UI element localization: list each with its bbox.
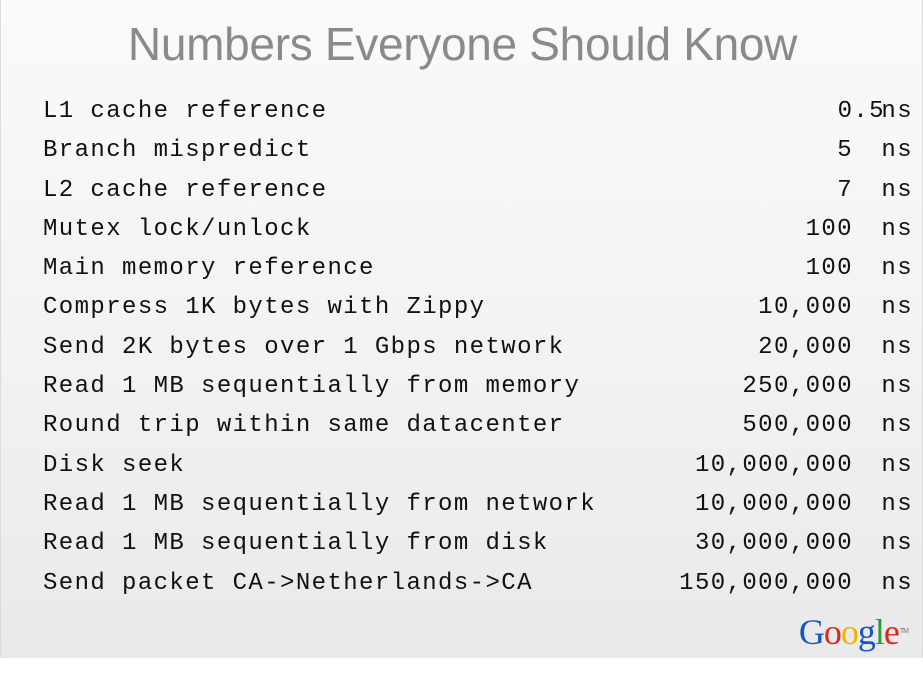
row-value: 100: [805, 255, 853, 283]
row-label: Read 1 MB sequentially from disk: [43, 530, 549, 558]
row-label: Send packet CA->Netherlands->CA: [43, 569, 533, 597]
row-unit: ns: [881, 333, 913, 361]
row-label: Branch mispredict: [43, 137, 312, 165]
row-label: Main memory reference: [43, 255, 375, 283]
row-unit: ns: [881, 137, 913, 165]
table-row: [43, 407, 913, 446]
table-row: [43, 486, 913, 525]
table-row: [43, 565, 913, 604]
table-row: [43, 447, 913, 486]
slide-title: Numbers Everyone Should Know: [127, 18, 798, 70]
row-unit: ns: [881, 98, 913, 125]
row-label: Send 2K bytes over 1 Gbps network: [43, 333, 565, 361]
row-value: 0.5: [837, 98, 885, 125]
logo-letter: G: [798, 612, 824, 652]
row-value: 20,000: [758, 333, 853, 361]
row-value: 5: [837, 137, 853, 165]
row-value: 7: [837, 176, 853, 204]
row-unit: ns: [881, 530, 913, 558]
row-label: Read 1 MB sequentially from network: [43, 490, 597, 518]
row-unit: ns: [881, 490, 913, 518]
row-label: Round trip within same datacenter: [43, 412, 565, 440]
table-row: [43, 172, 913, 211]
row-value: 10,000,000: [694, 451, 853, 479]
logo-letter: g: [857, 612, 875, 652]
table-row: [43, 211, 913, 250]
row-unit: ns: [881, 294, 913, 322]
google-logo-wordmark: [799, 612, 899, 652]
row-unit: ns: [881, 215, 913, 243]
row-unit: ns: [881, 373, 913, 401]
row-unit: ns: [881, 412, 913, 440]
row-value: 500,000: [742, 412, 853, 440]
row-value: 100: [805, 215, 853, 243]
table-row: [43, 250, 913, 289]
row-value: 30,000,000: [694, 530, 853, 558]
row-value: 10,000,000: [694, 490, 853, 518]
google-logo: [799, 612, 908, 652]
table-row: [43, 132, 913, 171]
latency-table: [43, 93, 913, 604]
row-unit: ns: [881, 569, 913, 597]
logo-letter: o: [840, 612, 858, 652]
table-row: [43, 93, 913, 132]
row-label: L2 cache reference: [43, 176, 328, 204]
row-value: 10,000: [758, 294, 853, 322]
row-unit: ns: [881, 451, 913, 479]
row-unit: ns: [881, 255, 913, 283]
logo-letter: e: [883, 612, 899, 652]
row-label: Mutex lock/unlock: [43, 215, 312, 243]
row-unit: ns: [881, 176, 913, 204]
row-value: 250,000: [742, 373, 853, 401]
table-row: [43, 525, 913, 564]
table-row: [43, 329, 913, 368]
row-label: Read 1 MB sequentially from memory: [43, 373, 581, 401]
table-row: [43, 289, 913, 328]
row-label: Compress 1K bytes with Zippy: [43, 294, 486, 322]
logo-letter: l: [874, 612, 884, 652]
row-label: Disk seek: [43, 451, 186, 479]
logo-letter: o: [823, 612, 841, 652]
trademark-mark: TM: [899, 628, 908, 635]
table-row: [43, 368, 913, 407]
row-value: 150,000,000: [679, 569, 853, 597]
row-label: L1 cache reference: [43, 98, 328, 125]
